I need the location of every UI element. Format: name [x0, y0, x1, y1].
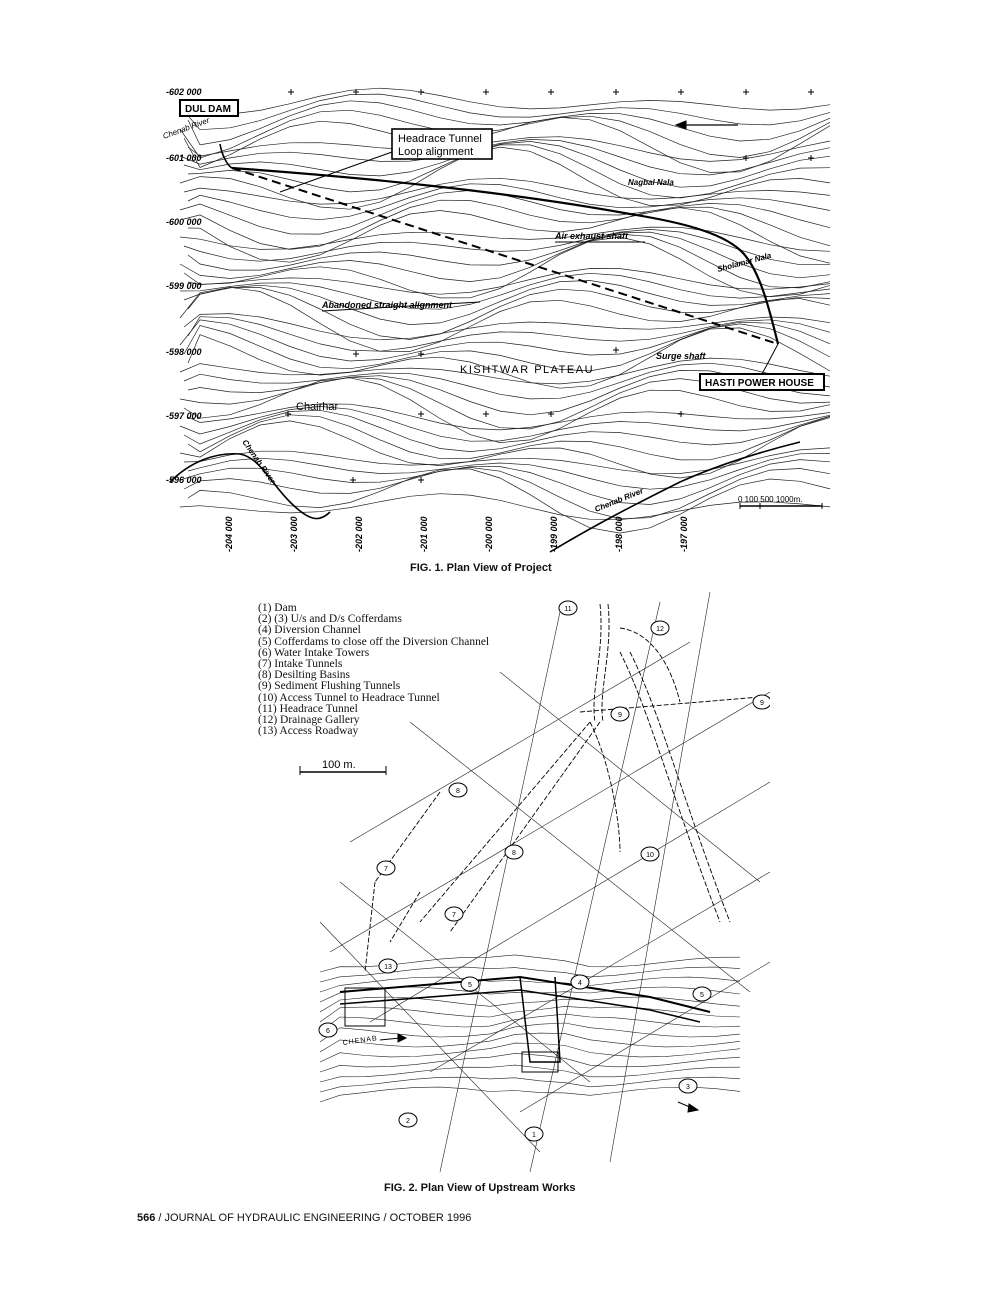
chairhar-label: Chairhar — [296, 401, 339, 413]
x-coord-label: -203 000 — [289, 516, 299, 552]
callout-number: 8 — [512, 850, 516, 857]
y-coord-label: -596 000 — [166, 475, 202, 485]
surge-shaft-label: Surge shaft — [656, 351, 706, 361]
callout-marker — [449, 783, 467, 797]
callout-number: 4 — [578, 980, 582, 987]
fig2-grid — [320, 592, 770, 1172]
fig2-tunnels — [365, 604, 760, 972]
kishtwar-plateau-label: KISHTWAR PLATEAU — [460, 364, 595, 376]
legend-item: (8) Desilting Basins — [258, 669, 350, 682]
chenab-label: CHENAB — [342, 1035, 379, 1047]
fig1-contours — [180, 88, 830, 533]
legend-item: (13) Access Roadway — [258, 725, 359, 738]
callout-marker — [505, 845, 523, 859]
callout-marker — [461, 977, 479, 991]
contour-line — [180, 494, 830, 520]
x-coord-label: -199 000 — [549, 516, 559, 552]
chenab-river-right-label: Chenab River — [593, 486, 645, 514]
contour-line — [320, 1077, 740, 1092]
contour-line — [188, 269, 830, 295]
callout-number: 10 — [646, 852, 654, 859]
legend-item: (5) Cofferdams to close off the Diversion Channel — [258, 635, 490, 648]
callout-marker — [379, 959, 397, 973]
callout-number: 5 — [700, 992, 704, 999]
callout-marker — [319, 1023, 337, 1037]
chenab-river-top-label: Chenab River — [161, 115, 211, 141]
fig1-plan-map — [160, 82, 840, 562]
callout-number: 1 — [532, 1132, 536, 1139]
callout-marker — [753, 695, 770, 709]
callout-marker — [399, 1113, 417, 1127]
dam-structure-icon — [340, 977, 710, 1072]
x-coord-label: -201 000 — [419, 516, 429, 552]
callout-marker — [571, 975, 589, 989]
legend-item: (11) Headrace Tunnel — [258, 702, 358, 715]
contour-line — [184, 314, 830, 340]
contour-line — [188, 317, 830, 352]
journal-name: / JOURNAL OF HYDRAULIC ENGINEERING / OCTOBER 1996 — [155, 1212, 472, 1224]
contour-line — [188, 469, 830, 533]
callout-number: 13 — [384, 964, 392, 971]
x-coord-label: -204 000 — [224, 516, 234, 552]
callout-number: 6 — [326, 1028, 330, 1035]
contour-line — [188, 137, 830, 162]
y-coord-label: -601 000 — [166, 153, 202, 163]
fig1-caption: FIG. 1. Plan View of Project — [410, 562, 552, 574]
callout-number: 11 — [564, 606, 572, 613]
contour-line — [320, 1033, 740, 1052]
sholamar-nala-label: Sholamar Nala — [716, 250, 773, 274]
abandoned-alignment-label: Abandoned straight alignment — [322, 300, 453, 310]
callout-number: 7 — [452, 912, 456, 919]
fig1-y-coordinates — [166, 87, 202, 485]
callout-marker — [525, 1127, 543, 1141]
callout-number: 7 — [384, 866, 388, 873]
contour-line — [184, 467, 830, 519]
headrace-tunnel-line — [232, 168, 778, 344]
x-coord-label: -197 000 — [679, 516, 689, 552]
legend-item: (1) Dam — [258, 602, 297, 614]
y-coord-label: -602 000 — [166, 87, 202, 97]
callout-marker — [679, 1079, 697, 1093]
callout-marker — [377, 861, 395, 875]
legend-item: (7) Intake Tunnels — [258, 658, 343, 671]
y-coord-label: -599 000 — [166, 281, 202, 291]
legend-item: (6) Water Intake Towers — [258, 646, 370, 659]
headrace-tunnel-label: Headrace Tunnel — [398, 133, 482, 145]
callout-number: 12 — [656, 626, 664, 633]
contour-line — [184, 200, 830, 249]
contour-line — [180, 88, 830, 114]
fig2-caption: FIG. 2. Plan View of Upstream Works — [384, 1182, 576, 1194]
contour-line — [180, 320, 830, 361]
legend-item: (9) Sediment Flushing Tunnels — [258, 680, 401, 693]
legend-item: (2) (3) U/s and D/s Cofferdams — [258, 613, 402, 626]
nagbal-nala-label: Nagbal Nala — [628, 178, 674, 187]
callout-number: 3 — [686, 1084, 690, 1091]
contour-line — [180, 460, 830, 505]
page-number: 566 — [137, 1212, 156, 1224]
contour-line — [320, 1087, 740, 1102]
callout-number: 9 — [618, 712, 622, 719]
fig1-scale-label: 0 100 500 1000m. — [738, 495, 803, 504]
fig1-x-coordinates — [224, 516, 689, 552]
y-coord-label: -597 000 — [166, 411, 202, 421]
chenab-river-left-label: Chenab River — [240, 437, 278, 486]
y-coord-label: -598 000 — [166, 347, 202, 357]
legend-item: (4) Diversion Channel — [258, 624, 361, 637]
page-footer — [137, 1212, 471, 1224]
callout-number: 8 — [456, 788, 460, 795]
dul-dam-label: DUL DAM — [185, 104, 231, 115]
callout-marker — [559, 601, 577, 615]
air-exhaust-label: Air exhaust shaft — [555, 231, 629, 241]
y-coord-label: -600 000 — [166, 217, 202, 227]
callout-marker — [641, 847, 659, 861]
fig2-plan-upstream — [290, 592, 770, 1172]
fig2-scale-label: 100 m. — [322, 759, 356, 771]
loop-alignment-label: Loop alignment — [398, 146, 474, 158]
fig2-scale-bar — [300, 759, 386, 775]
callout-marker — [445, 907, 463, 921]
legend-item: (12) Drainage Gallery — [258, 714, 360, 727]
hasti-power-house-label: HASTI POWER HOUSE — [705, 378, 814, 389]
callout-marker — [611, 707, 629, 721]
x-coord-label: -200 000 — [484, 516, 494, 552]
x-coord-label: -198 000 — [614, 516, 624, 552]
fig2-contours — [320, 955, 740, 1102]
callout-marker — [651, 621, 669, 635]
fig2-callouts — [319, 601, 770, 1141]
contour-line — [184, 229, 830, 264]
contour-line — [188, 404, 830, 430]
callout-number: 5 — [468, 982, 472, 989]
callout-marker — [693, 987, 711, 1001]
x-coord-label: -202 000 — [354, 516, 364, 552]
callout-number: 2 — [406, 1118, 410, 1125]
fig1-scale-bar — [738, 495, 822, 509]
legend-item: (10) Access Tunnel to Headrace Tunnel — [258, 691, 440, 704]
callout-number: 9 — [760, 700, 764, 707]
